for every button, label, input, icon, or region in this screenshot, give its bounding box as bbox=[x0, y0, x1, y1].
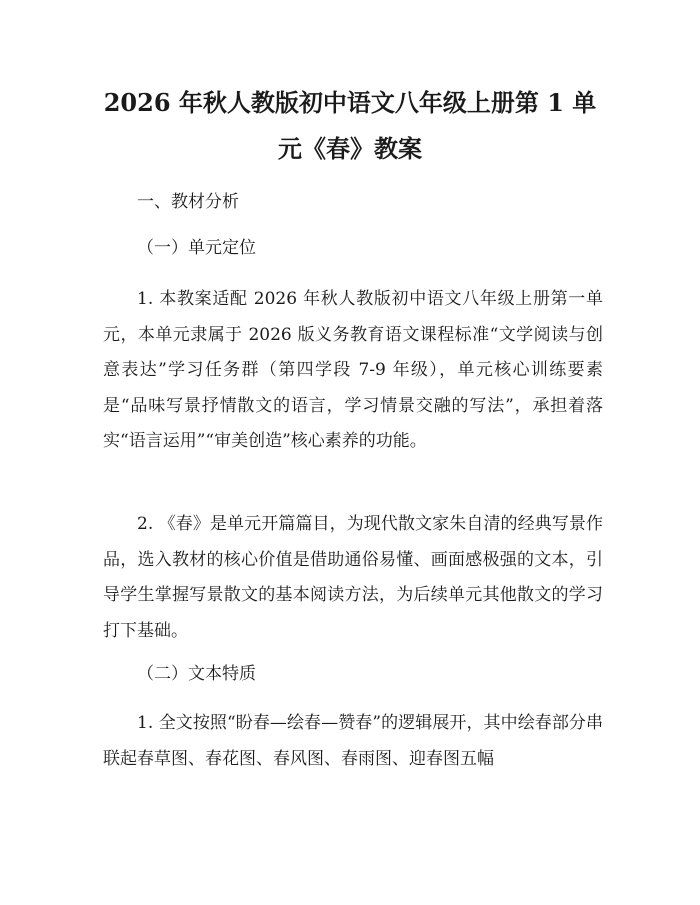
document-title-line-1: 2026 年秋人教版初中语文八年级上册第 1 单 bbox=[103, 88, 597, 117]
paragraph-unit-positioning-2: 2. 《春》是单元开篇篇目，为现代散文家朱自清的经典写景作品，选入教材的核心价值是借助通俗易懂、画面感极强的文本，引导学生掌握写景散文的基本阅读方法，为后续单元其他散文的学习打下基础。 bbox=[103, 514, 603, 641]
section-heading-textbook-analysis: 一、教材分析 bbox=[137, 192, 239, 212]
subsection-heading-unit-positioning: （一）单元定位 bbox=[137, 238, 256, 258]
paragraph-text-features-1: 1. 全文按照“盼春—绘春—赞春”的逻辑展开，其中绘春部分串联起春草图、春花图、春风图、春雨图、迎春图五幅 bbox=[103, 713, 603, 769]
subsection-heading-text-features: （二）文本特质 bbox=[137, 664, 256, 684]
paragraph-unit-positioning-1: 1. 本教案适配 2026 年秋人教版初中语文八年级上册第一单元，本单元隶属于 2026 版义务教育语文课程标准“文学阅读与创意表达”学习任务群（第四学段 7-9 年级），单元核心训练要素是“品味写景抒情散文的语言，学习情景交融的写法”，承担着落实“语言运用”“审美创造”核心素养的功能。 bbox=[103, 289, 603, 451]
document-title-line-2: 元《春》教案 bbox=[278, 134, 422, 163]
